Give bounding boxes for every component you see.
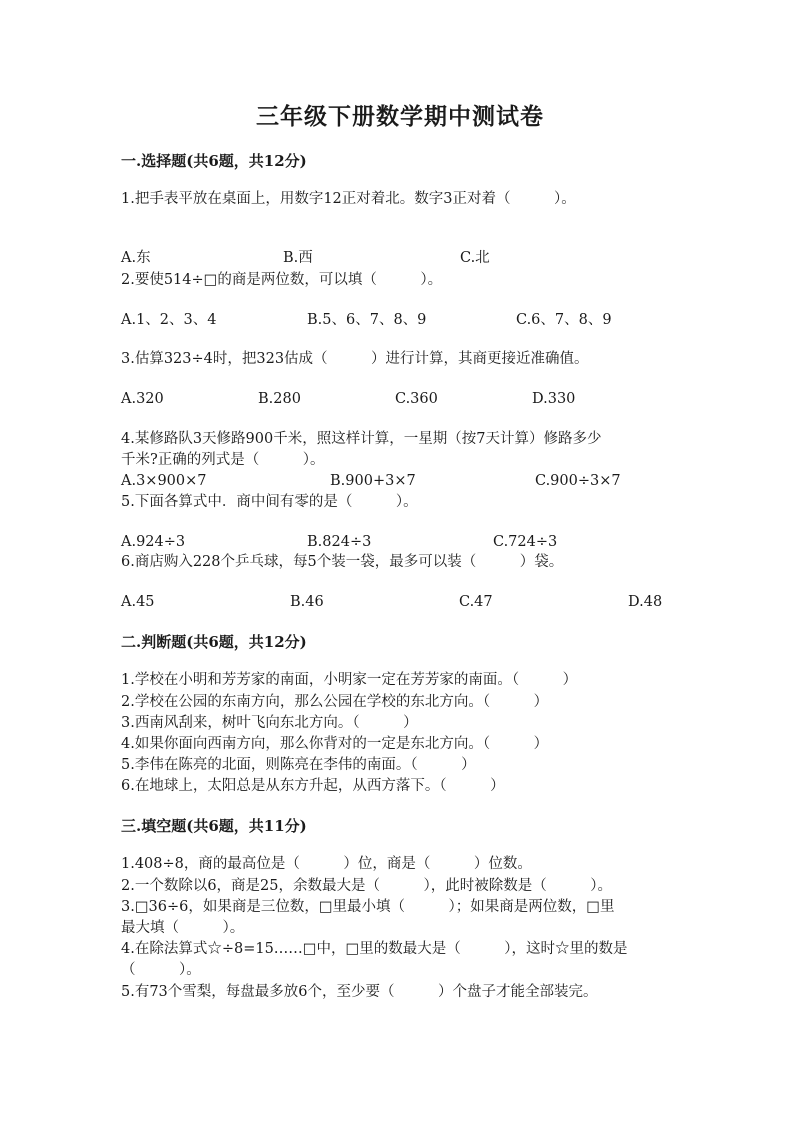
q3-option-c: C.360	[395, 391, 438, 407]
q6-option-b: B.46	[290, 594, 324, 610]
question-4-line-1: 4.某修路队3天修路900千米，照这样计算，一星期（按7天计算）修路多少	[121, 431, 602, 447]
q2-option-a: A.1、2、3、4	[121, 312, 217, 328]
q6-option-d: D.48	[628, 594, 663, 610]
judgment-item: 1.学校在小明和芳芳家的南面，小明家一定在芳芳家的南面。（ ）	[121, 672, 578, 688]
q4-option-a: A.3×900×7	[121, 473, 207, 489]
fill-blank-item: 5.有73个雪梨，每盘最多放6个，至少要（ ）个盘子才能全部装完。	[121, 984, 598, 1000]
judgment-item: 3.西南风刮来，树叶飞向东北方向。（ ）	[121, 715, 418, 731]
q6-option-a: A.45	[121, 594, 155, 610]
q3-option-a: A.320	[121, 391, 164, 407]
q5-option-b: B.824÷3	[307, 534, 372, 550]
fill-blank-item: 最大填（ ）。	[121, 920, 245, 936]
q4-option-b: B.900+3×7	[330, 473, 416, 489]
judgment-item: 4.如果你面向西南方向，那么你背对的一定是东北方向。（ ）	[121, 736, 549, 752]
fill-blank-item: 4.在除法算式☆÷8=15……□中，□里的数最大是（ ），这时☆里的数是	[121, 941, 628, 957]
q6-option-c: C.47	[459, 594, 493, 610]
question-4-line-2: 千米?正确的列式是（ ）。	[121, 452, 325, 468]
judgment-item: 5.李伟在陈亮的北面，则陈亮在李伟的南面。（ ）	[121, 757, 476, 773]
fill-blank-item: 1.408÷8，商的最高位是（ ）位，商是（ ）位数。	[121, 856, 532, 872]
question-6: 6.商店购入228个乒乓球，每5个装一袋，最多可以装（ ）袋。	[121, 554, 564, 570]
page-title: 三年级下册数学期中测试卷	[256, 103, 544, 130]
question-1: 1.把手表平放在桌面上，用数字12正对着北。数字3正对着（ ）。	[121, 191, 576, 207]
question-5: 5.下面各算式中．商中间有零的是（ ）。	[121, 494, 418, 510]
section-heading-fill-blank: 三.填空题(共6题，共11分)	[121, 817, 307, 835]
q5-option-a: A.924÷3	[121, 534, 186, 550]
fill-blank-item: （ ）。	[121, 962, 201, 978]
question-2: 2.要使514÷□的商是两位数，可以填（ ）。	[121, 272, 443, 288]
q3-option-d: D.330	[532, 391, 576, 407]
q3-option-b: B.280	[258, 391, 301, 407]
fill-blank-item: 2.一个数除以6，商是25，余数最大是（ ），此时被除数是（ ）。	[121, 878, 613, 894]
q1-option-b: B.西	[283, 250, 313, 266]
judgment-item: 2.学校在公园的东南方向，那么公园在学校的东北方向。（ ）	[121, 694, 549, 710]
q1-option-a: A.东	[121, 250, 151, 266]
q4-option-c: C.900÷3×7	[535, 473, 621, 489]
section-heading-choice: 一.选择题(共6题，共12分)	[121, 152, 307, 170]
q2-option-b: B.5、6、7、8、9	[307, 312, 427, 328]
fill-blank-item: 3.□36÷6，如果商是三位数，□里最小填（ ）；如果商是两位数，□里	[121, 899, 615, 915]
q1-option-c: C.北	[460, 250, 490, 266]
section-heading-judgment: 二.判断题(共6题，共12分)	[121, 633, 307, 651]
q2-option-c: C.6、7、8、9	[516, 312, 612, 328]
q5-option-c: C.724÷3	[493, 534, 558, 550]
question-3: 3.估算323÷4时，把323估成（ ）进行计算，其商更接近准确值。	[121, 351, 589, 367]
judgment-item: 6.在地球上，太阳总是从东方升起，从西方落下。（ ）	[121, 778, 505, 794]
